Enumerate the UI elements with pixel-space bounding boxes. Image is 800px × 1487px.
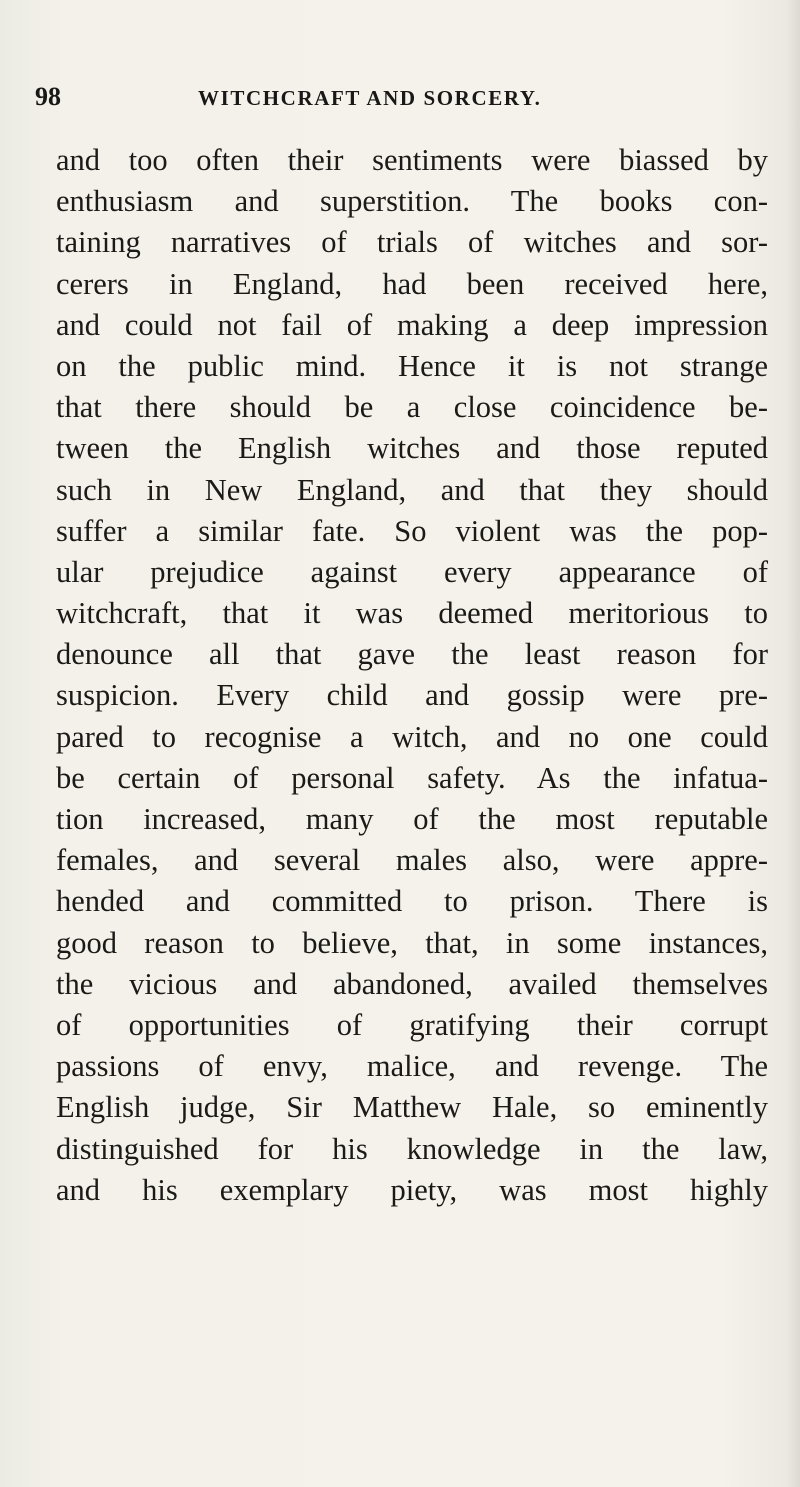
text-line: suffer a similar fate. So violent was the pop- [56,513,768,548]
body-text [56,140,768,1211]
text-line: ular prejudice against every appearance of [56,554,768,589]
text-line: tween the English witches and those reputed [56,431,768,466]
text-line: tion increased, many of the most reputable [56,802,768,836]
text-line: denounce all that gave the least reason for [56,637,768,672]
text-line: and could not fail of making a deep impression [56,307,768,342]
text-line: enthusiasm and superstition. The books con- [56,184,768,219]
text-line: witchcraft, that it was deemed meritorious to [56,596,768,631]
text-line: such in New England, and that they should [56,472,768,507]
text-line: good reason to believe, that, in some instances, [56,925,768,960]
text-line: distinguished for his knowledge in the law, [56,1131,768,1166]
text-line: pared to recognise a witch, and no one could [56,719,768,754]
text-line: the vicious and abandoned, availed themselves [56,966,768,1001]
text-line: cerers in England, had been received here, [56,266,768,301]
text-line: females, and several males also, were appre- [56,843,768,878]
text-line: passions of envy, malice, and revenge. The [56,1049,768,1084]
text-line: taining narratives of trials of witches and sor- [56,225,768,260]
running-title: WITCHCRAFT AND SORCERY. [198,86,542,110]
running-head [35,82,735,122]
text-line: be certain of personal safety. As the infatua- [56,760,768,795]
page-number: 98 [35,82,61,111]
text-line: on the public mind. Hence it is not strange [56,348,768,383]
text-line: of opportunities of gratifying their corrupt [56,1007,768,1042]
page-edge-shadow [786,0,800,1487]
text-line: that there should be a close coincidence be- [56,390,768,425]
text-line: and his exemplary piety, was most highly [56,1172,768,1207]
text-line: English judge, Sir Matthew Hale, so eminently [56,1090,768,1125]
text-line: and too often their sentiments were biassed by [56,143,768,177]
text-line: hended and committed to prison. There is [56,884,768,919]
text-line: suspicion. Every child and gossip were pre- [56,678,768,713]
